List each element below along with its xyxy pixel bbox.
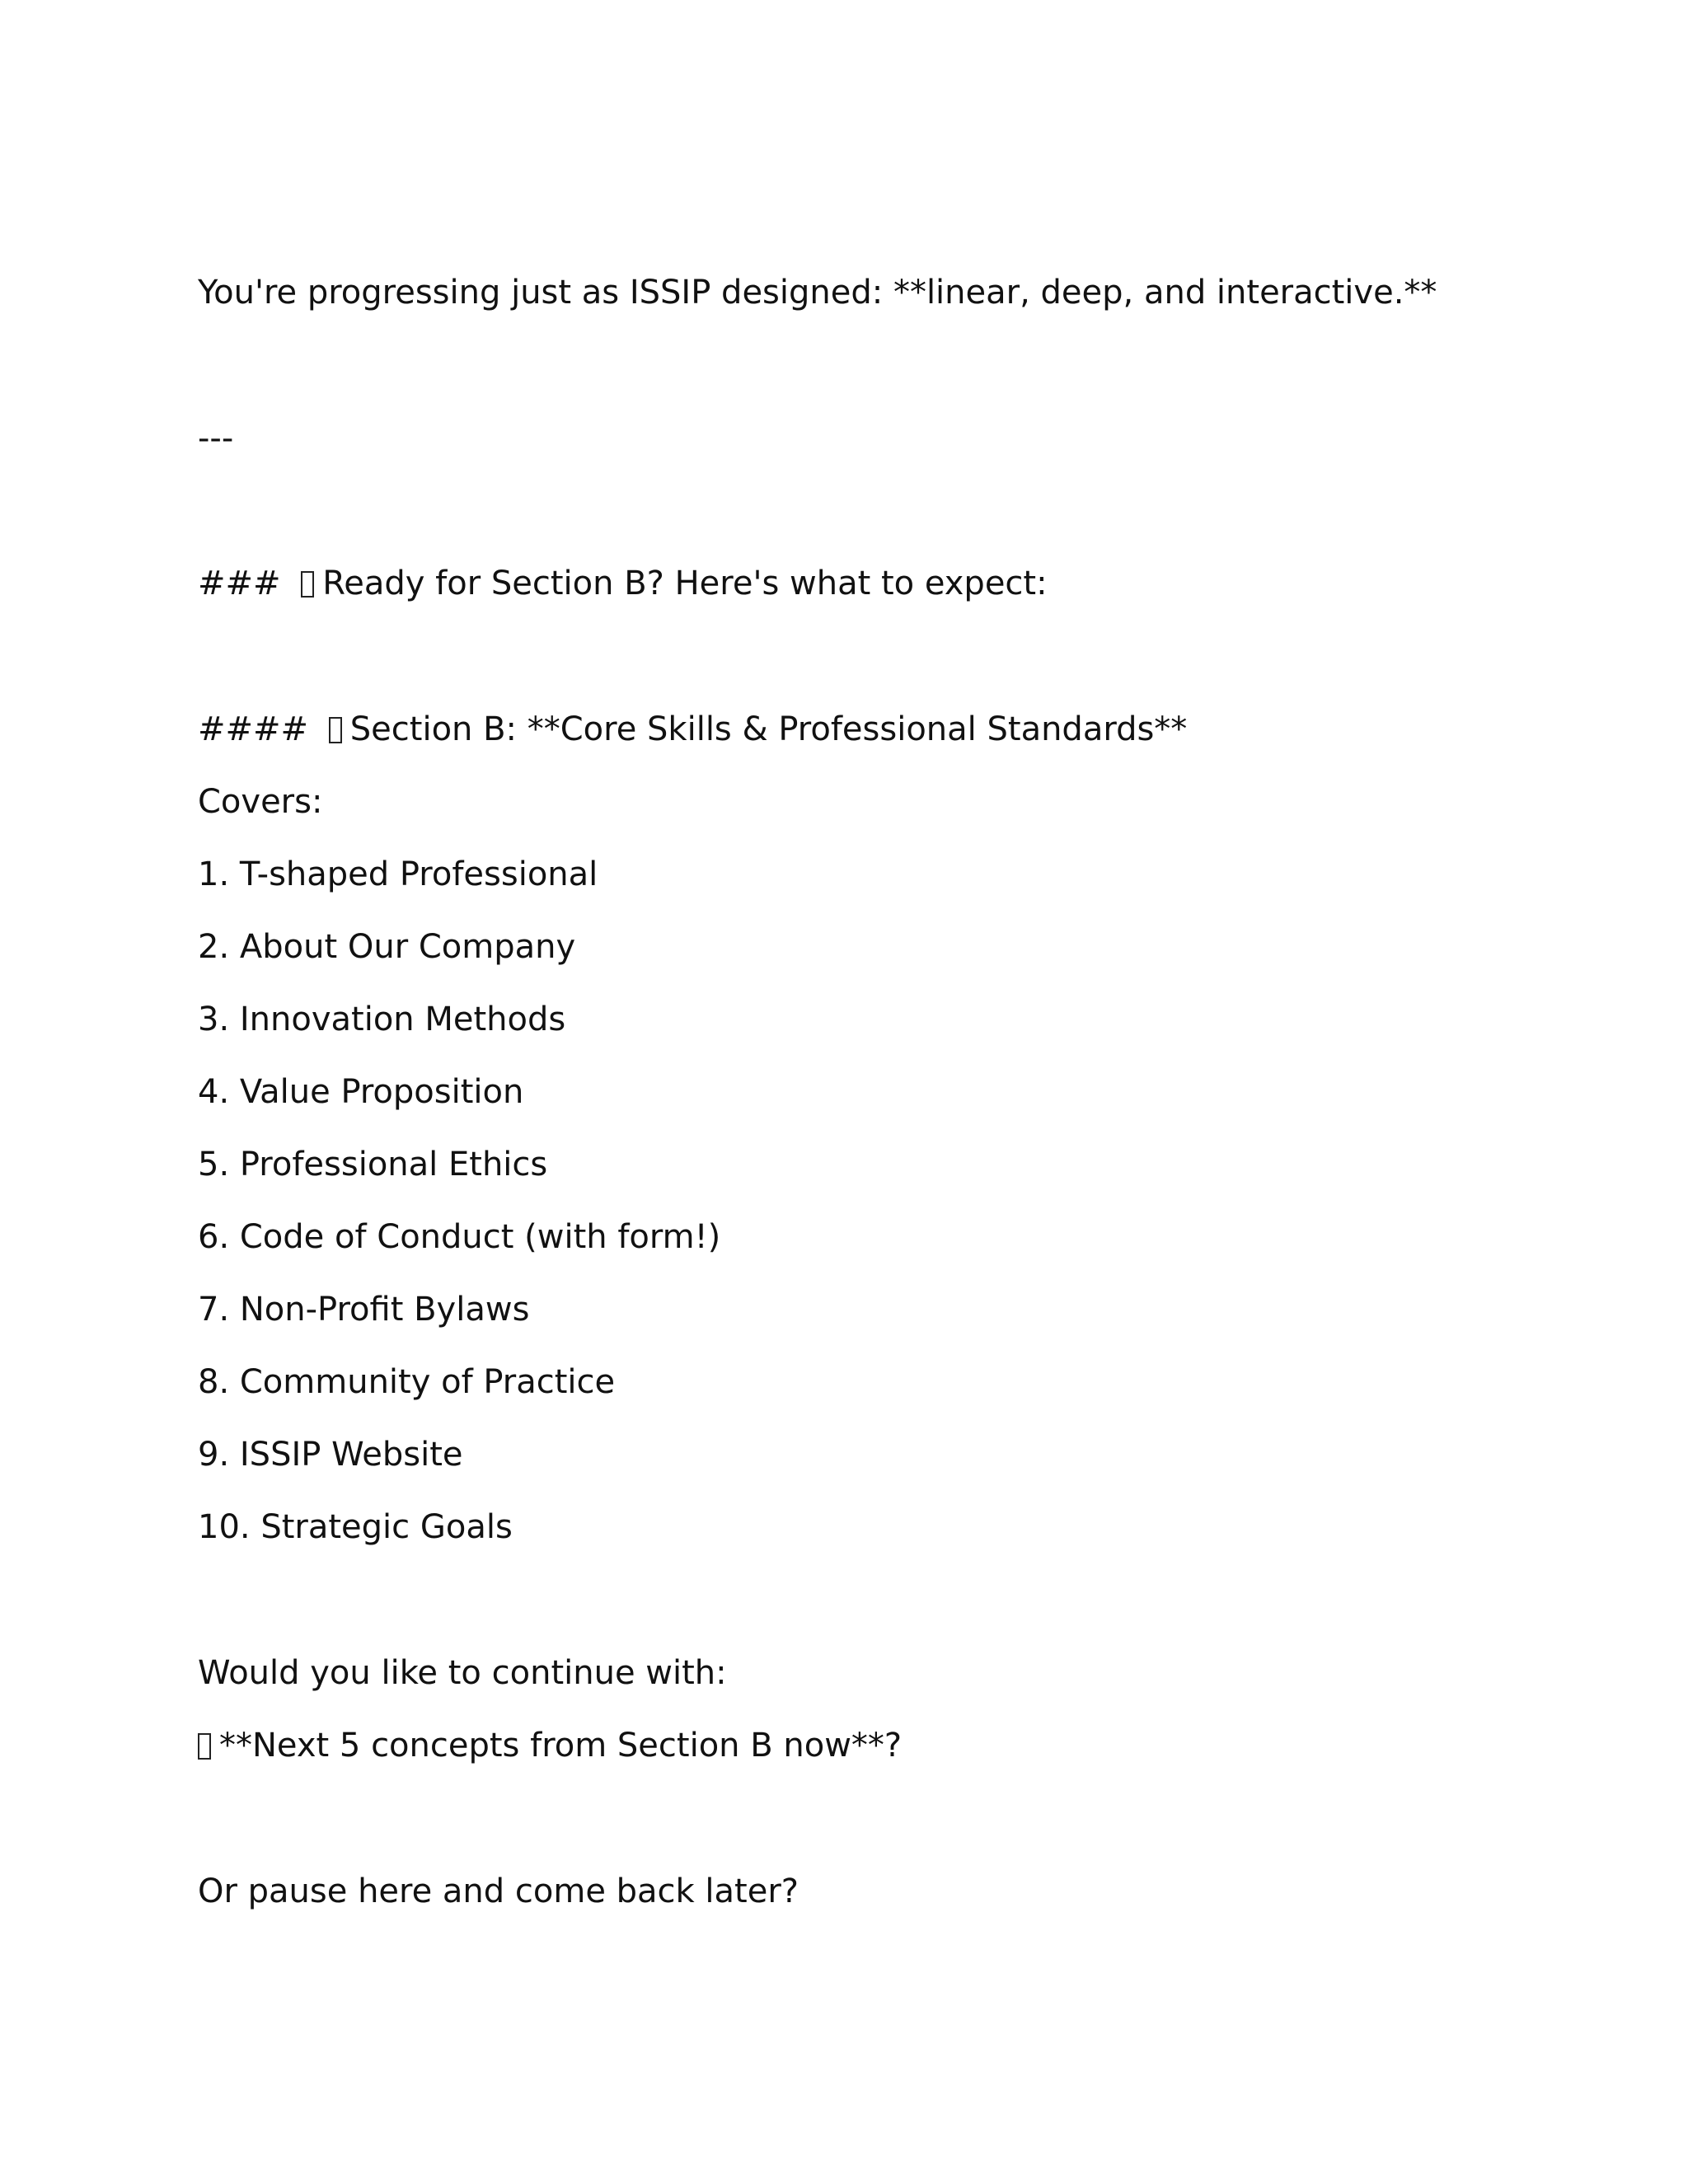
missing-glyph-icon	[198, 1733, 211, 1760]
continue-question: Would you like to continue with:	[198, 1654, 727, 1692]
intro-paragraph: You're progressing just as ISSIP designed: **linear, deep, and interactive.**	[198, 274, 1437, 312]
option-text: **Next 5 concepts from Section B now**?	[219, 1727, 903, 1765]
list-item: 8. Community of Practice	[198, 1363, 616, 1401]
list-item: 6. Code of Conduct (with form!)	[198, 1218, 721, 1256]
missing-glyph-icon	[329, 717, 342, 743]
list-item: 5. Professional Ethics	[198, 1146, 548, 1183]
covers-label: Covers:	[198, 783, 323, 821]
continue-option	[198, 1723, 902, 1768]
heading-text: Ready for Section B? Here's what to expect:	[322, 565, 1048, 602]
list-item: 1. T-shaped Professional	[198, 855, 598, 893]
subsection-heading	[198, 707, 1187, 752]
list-item: 7. Non-Profit Bylaws	[198, 1291, 530, 1329]
list-item: 2. About Our Company	[198, 928, 576, 966]
list-item: 10. Strategic Goals	[198, 1508, 513, 1546]
heading-prefix: ###	[198, 565, 281, 602]
subheading-text: Section B: **Core Skills & Professional Standards**	[349, 710, 1188, 748]
list-item: 3. Innovation Methods	[198, 1001, 566, 1038]
subheading-prefix: ####	[198, 710, 309, 748]
divider-line: ---	[198, 419, 234, 457]
section-heading	[198, 561, 1048, 606]
list-item: 9. ISSIP Website	[198, 1436, 463, 1474]
list-item: 4. Value Proposition	[198, 1073, 524, 1111]
missing-glyph-icon	[301, 571, 314, 598]
pause-paragraph: Or pause here and come back later?	[198, 1872, 799, 1910]
